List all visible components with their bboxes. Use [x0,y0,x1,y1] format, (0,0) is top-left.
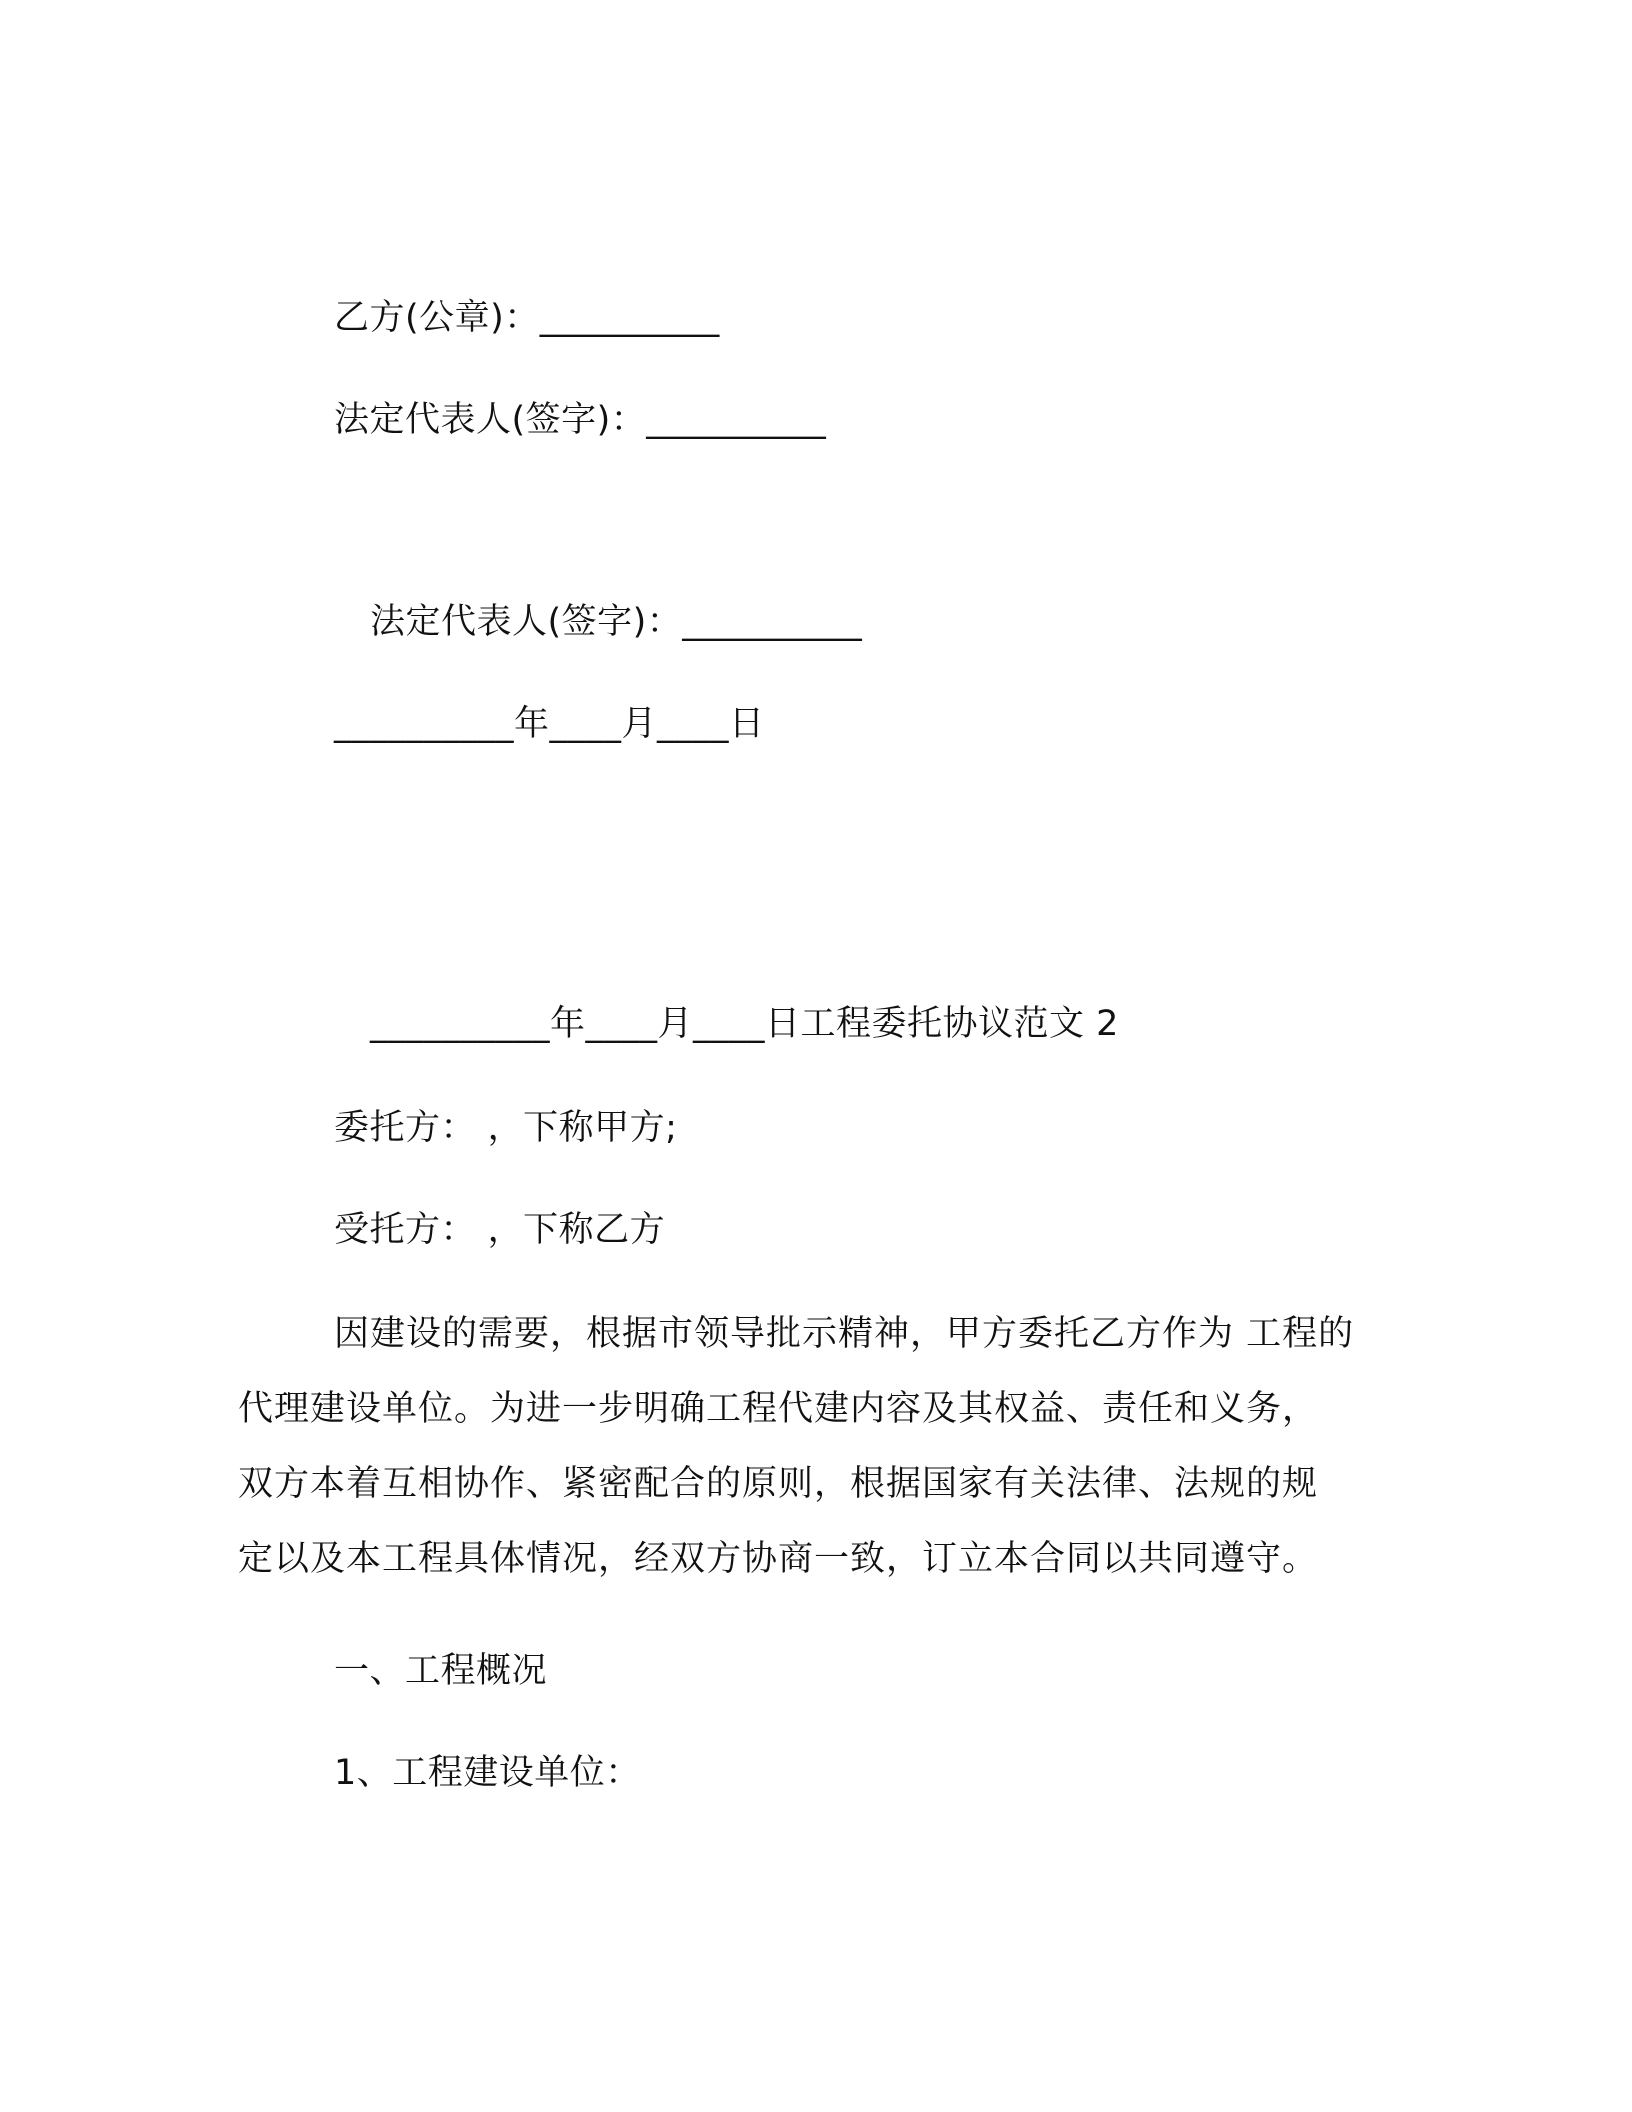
intro-line-1: 因建设的需要，根据市领导批示精神，甲方委托乙方作为 工程的 [334,1314,1355,1354]
legal-representative-signature-line: 法定代表人(签字)：__________ [334,400,827,440]
section-heading-project-overview: 一、工程概况 [334,1651,548,1691]
client-party-line: 委托方： ，下称甲方; [334,1108,678,1148]
signature-date-line: __________年____月____日 [334,704,765,744]
intro-line-2: 代理建设单位。为进一步明确工程代建内容及其权益、责任和义务， [238,1389,1319,1429]
intro-line-4: 定以及本工程具体情况，经双方协商一致，订立本合同以共同遵守。 [238,1539,1319,1579]
intro-line-3: 双方本着互相协作、紧密配合的原则，根据国家有关法律、法规的规 [238,1464,1319,1504]
intro-paragraph [238,1297,1388,1597]
item-construction-unit: 1、工程建设单位： [334,1753,641,1793]
party-b-seal-line: 乙方(公章)：__________ [334,298,720,338]
trustee-party-line: 受托方： ，下称乙方 [334,1210,666,1250]
legal-representative-signature-line-2: 法定代表人(签字)：__________ [370,602,863,642]
agreement-title: __________年____月____日工程委托协议范文 2 [370,1004,1119,1044]
